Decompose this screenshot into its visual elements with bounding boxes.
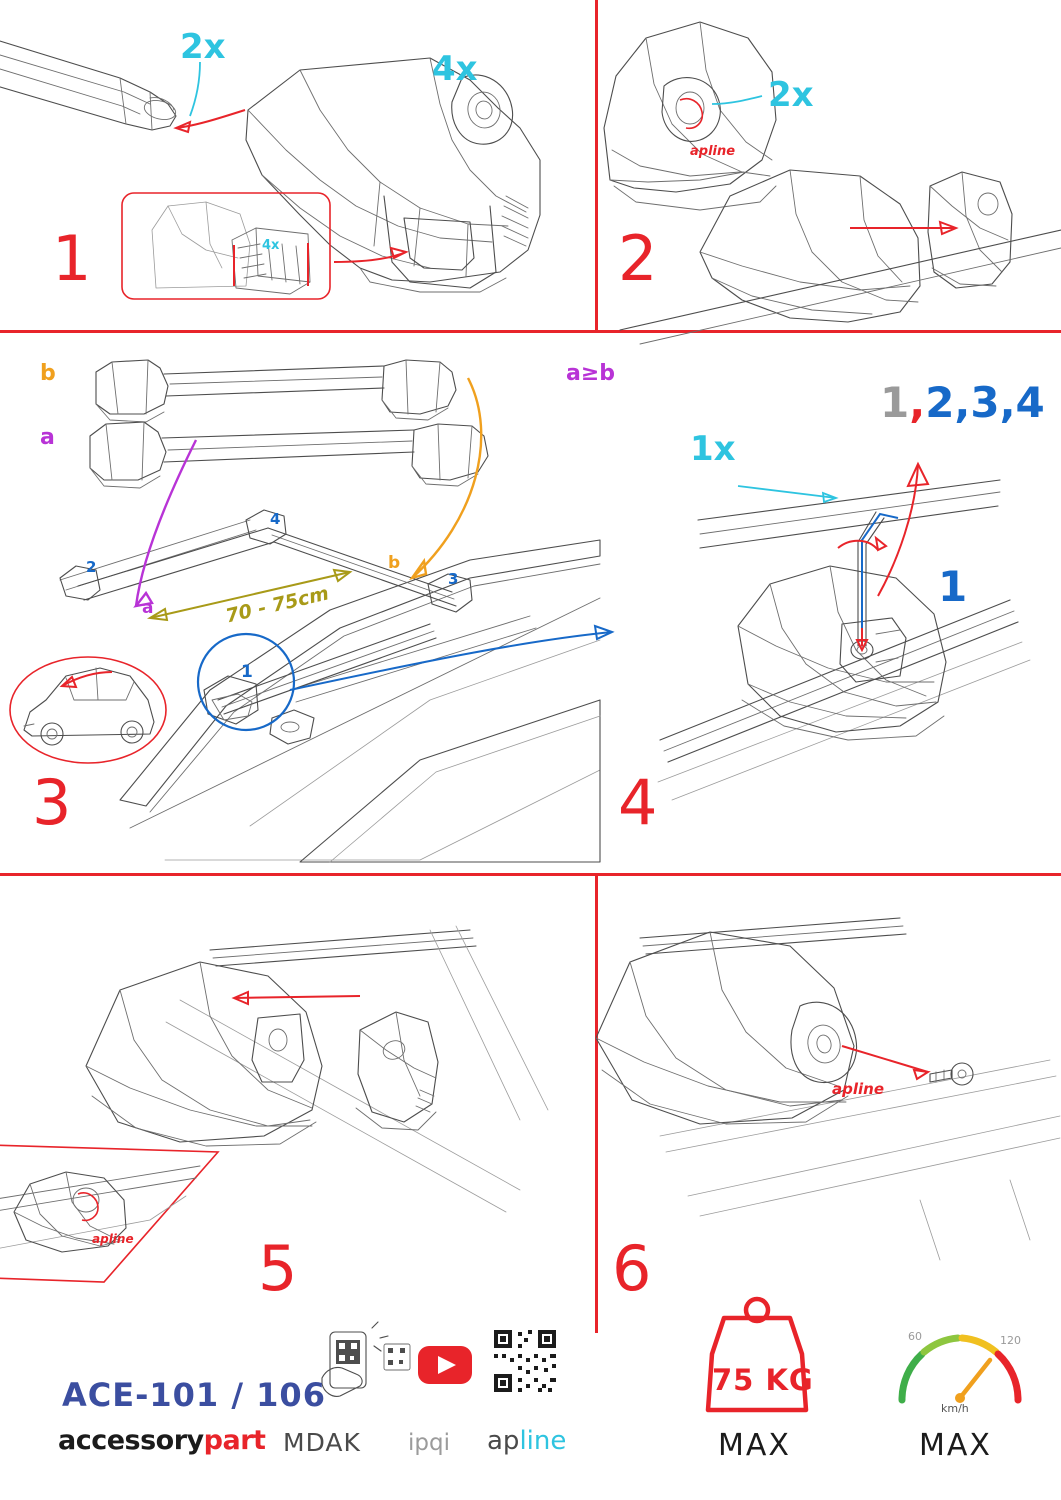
- partner-mdak: MDAK: [283, 1428, 361, 1457]
- apline-part-a: ap: [487, 1426, 520, 1456]
- step1-detail-inset: [122, 193, 330, 299]
- phone-qr-scan-icon: [322, 1322, 410, 1396]
- youtube-icon: [418, 1346, 472, 1384]
- annotation-qty-2x-screws: 2x: [768, 75, 814, 115]
- partner-apline: [487, 1426, 566, 1456]
- step5-scene: [86, 926, 548, 1212]
- annotation-qty-4x-pads: 4x: [432, 49, 478, 89]
- step3-bar-a: [90, 422, 488, 488]
- speed-limit-label: MAX: [919, 1428, 992, 1463]
- step-number-1: 1: [52, 222, 93, 295]
- step-number-3: 3: [32, 766, 73, 839]
- annotation-foot-1: 1: [241, 662, 253, 682]
- step-number-4: 4: [618, 766, 659, 839]
- speed-tick-60: 60: [908, 1330, 922, 1343]
- step3-bar-b: [96, 360, 456, 422]
- annotation-bar-a-label: a: [40, 425, 55, 450]
- qr-code-icon: [494, 1330, 556, 1392]
- annotation-qty-1x-allen-key: 1x: [690, 429, 736, 469]
- step-number-2: 2: [618, 222, 659, 295]
- speed-tick-120: 120: [1000, 1334, 1021, 1347]
- annotation-tighten-first: 1: [938, 562, 968, 611]
- brand-part-b: part: [203, 1425, 266, 1456]
- step2-upper-foot: [604, 22, 776, 210]
- step-number-5: 5: [258, 1232, 299, 1305]
- load-limit-value: 75 KG: [712, 1363, 814, 1397]
- speedometer-icon: [902, 1338, 1018, 1403]
- annotation-bar-b-on-car: b: [388, 553, 401, 573]
- brand-logo: [58, 1425, 265, 1456]
- annotation-foot-2: 2: [86, 558, 97, 576]
- annotation-foot-4: 4: [270, 510, 281, 528]
- step4-detail: [658, 464, 1030, 800]
- partner-ipqi: ipqi: [408, 1430, 450, 1456]
- annotation-tighten-order: 1,2,3,4: [880, 378, 1045, 427]
- svg-text:apline: apline: [690, 144, 736, 159]
- annotation-qty-2x-rail-caps: 2x: [180, 27, 226, 67]
- annotation-a-gte-b: a≥b: [566, 361, 616, 386]
- annotation-bar-a-on-car: a: [142, 598, 154, 618]
- brand-part-a: accessory: [58, 1425, 204, 1456]
- annotation-bar-b-label: b: [40, 361, 56, 386]
- annotation-foot-3: 3: [448, 570, 459, 588]
- model-code: ACE-101 / 106: [62, 1376, 326, 1414]
- annotation-qty-4x-inset: 4x: [262, 238, 280, 253]
- step3-vehicle-inset: [10, 657, 166, 763]
- step6-scene: [596, 918, 1060, 1260]
- annotation-bar-distance: 70 - 75cm: [223, 582, 331, 628]
- speed-unit: km/h: [941, 1402, 969, 1415]
- step5-detail-inset: [0, 1145, 218, 1282]
- step-number-6: 6: [612, 1232, 653, 1305]
- svg-text:apline: apline: [832, 1080, 884, 1098]
- load-limit-label: MAX: [718, 1428, 791, 1463]
- step1-rail-profile: [0, 38, 178, 130]
- apline-part-b: line: [519, 1426, 567, 1456]
- step2-lower-assembly: [620, 96, 1061, 344]
- svg-text:apline: apline: [92, 1232, 134, 1246]
